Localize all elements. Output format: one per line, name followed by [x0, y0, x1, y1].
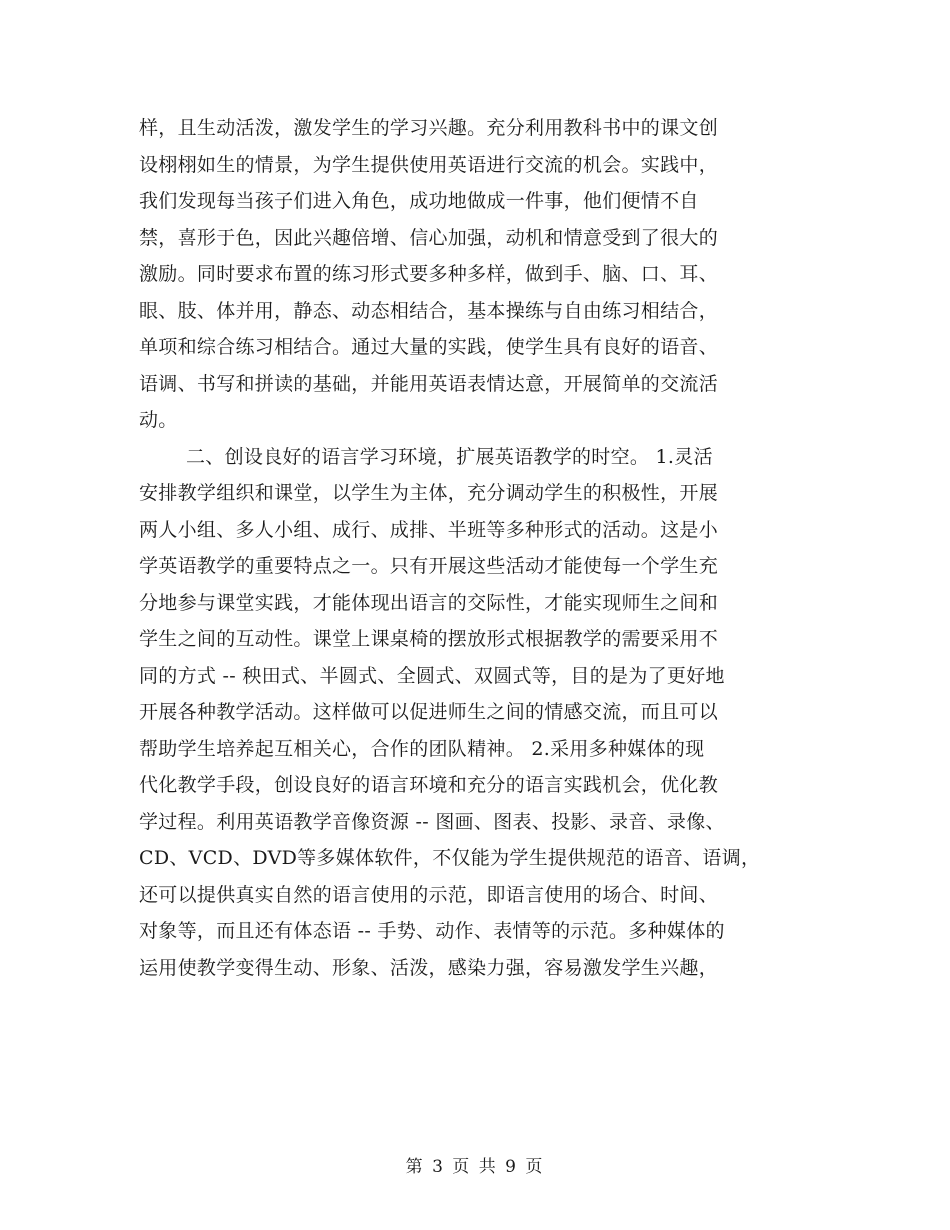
text-line: 对象等，而且还有体态语 -- 手势、动作、表情等的示范。多种媒体的	[139, 920, 725, 942]
text-line: 语调、书写和拼读的基础，并能用英语表情达意，开展简单的交流活	[139, 372, 719, 395]
text-line: 分地参与课堂实践，才能体现出语言的交际性，才能实现师生之间和	[139, 591, 719, 614]
text-line: 禁，喜形于色，因此兴趣倍增、信心加强，动机和情意受到了很大的	[139, 226, 719, 249]
page-number-footer: 第 3 页 共 9 页	[405, 1157, 545, 1177]
text-line: 学生之间的互动性。课堂上课桌椅的摆放形式根据教学的需要采用不	[139, 628, 719, 650]
text-line: 样，且生动活泼，激发学生的学习兴趣。充分利用教科书中的课文创	[139, 117, 719, 139]
text-line: 我们发现每当孩子们进入角色，成功地做成一件事，他们便情不自	[139, 190, 699, 212]
text-line: 激励。同时要求布置的练习形式要多种多样，做到手、脑、口、耳、	[139, 263, 719, 285]
text-line: 单项和综合练习相结合。通过大量的实践，使学生具有良好的语音、	[139, 336, 719, 358]
text-line: 眼、肢、体并用，静态、动态相结合，基本操练与自由练习相结合，	[139, 299, 719, 322]
text-line: 还可以提供真实自然的语言使用的示范，即语言使用的场合、时间、	[139, 883, 719, 906]
text-line: CD、VCD、DVD等多媒体软件，不仅能为学生提供规范的语音、语调，	[139, 847, 761, 869]
body-text	[139, 113, 799, 989]
text-line: 运用使教学变得生动、形象、活泼，感染力强，容易激发学生兴趣，	[139, 956, 719, 979]
text-line: 安排教学组织和课堂，以学生为主体，充分调动学生的积极性，开展	[139, 482, 719, 504]
text-line: 学英语教学的重要特点之一。只有开展这些活动才能使每一个学生充	[139, 555, 719, 577]
text-line: 动。	[139, 409, 178, 431]
text-line: 同的方式 -- 秧田式、半圆式、全圆式、双圆式等，目的是为了更好地	[139, 664, 725, 687]
text-line: 设栩栩如生的情景，为学生提供使用英语进行交流的机会。实践中，	[139, 153, 719, 176]
text-line: 两人小组、多人小组、成行、成排、半班等多种形式的活动。这是小	[139, 518, 719, 541]
text-line: 学过程。利用英语教学音像资源 -- 图画、图表、投影、录音、录像、	[139, 810, 725, 833]
text-line: 开展各种教学活动。这样做可以促进师生之间的情感交流，而且可以	[139, 701, 719, 723]
text-line: 帮助学生培养起互相关心，合作的团队精神。 2.采用多种媒体的现	[139, 737, 705, 760]
text-line: 代化教学手段，创设良好的语言环境和充分的语言实践机会，优化教	[139, 774, 719, 796]
section-heading-line: 二、创设良好的语言学习环境，扩展英语教学的时空。 1.灵活	[186, 445, 713, 468]
